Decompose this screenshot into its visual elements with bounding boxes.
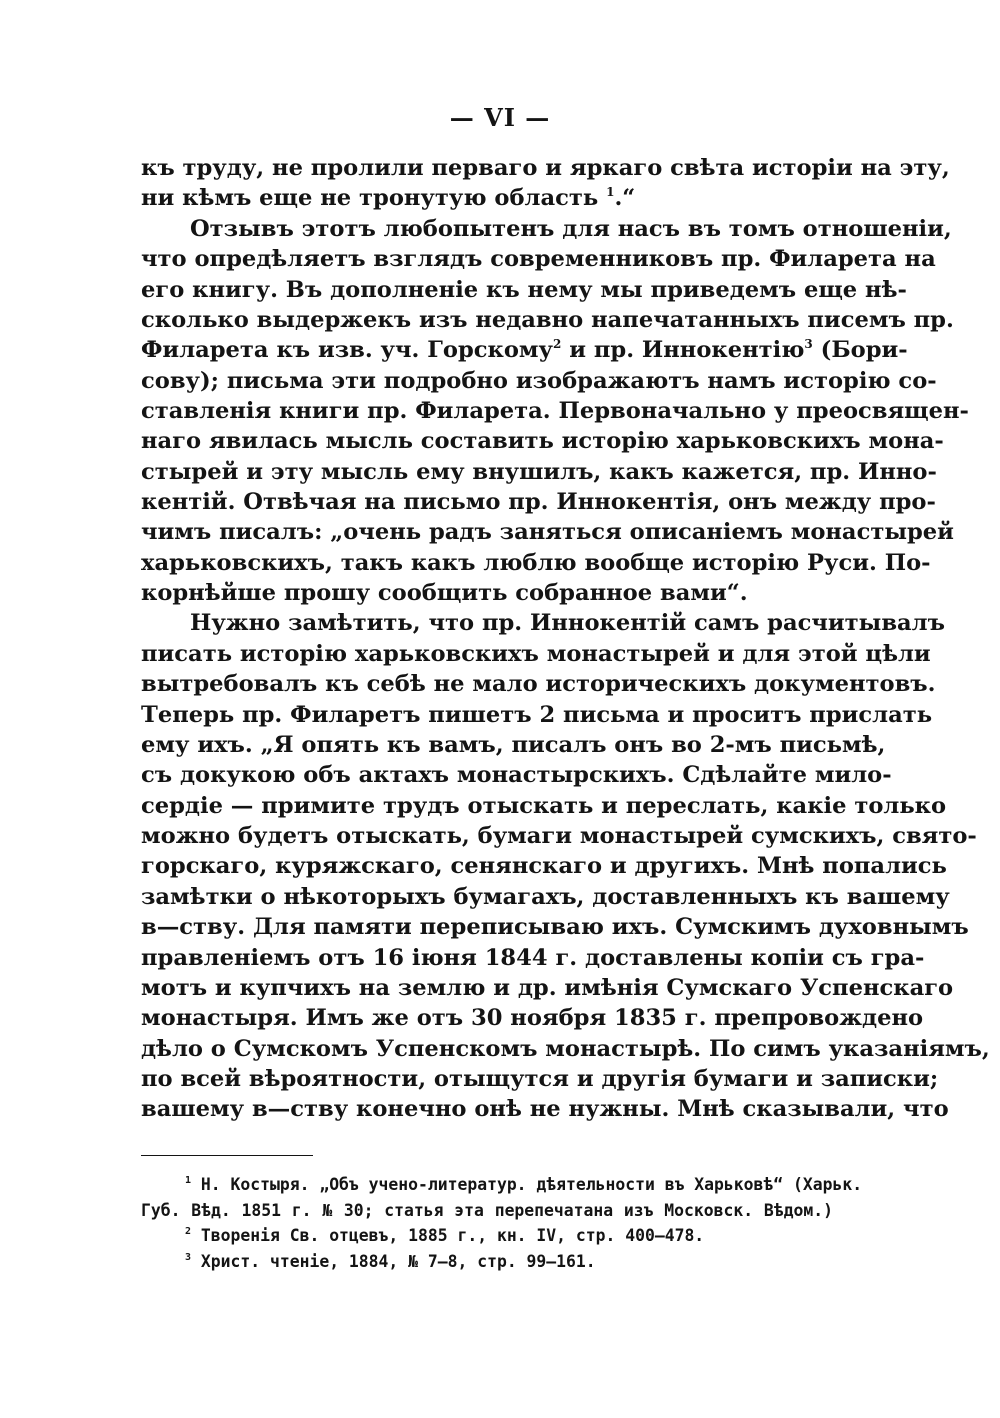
footnote-text: Губ. Вѣд. 1851 г. № 30; статья эта перепечатана изъ Московск. Вѣдом.) (141, 1201, 833, 1220)
body-line: наго явилась мысль составить исторію харьковскихъ мона- (141, 428, 944, 454)
body-line: его книгу. Въ дополненіе къ нему мы приведемъ еще нѣ- (141, 277, 907, 303)
body-line: сколько выдержекъ изъ недавно напечатанныхъ писемъ пр. (141, 307, 954, 333)
footnote-text: Христ. чтеніе, 1884, № 7—8, стр. 99—161. (200, 1252, 596, 1271)
body-line: можно будетъ отыскать, бумаги монастырей сумскихъ, свято- (141, 823, 977, 849)
body-line-text: (Бори- (820, 337, 908, 363)
body-line: корнѣйше прошу сообщить собранное вами“. (141, 580, 748, 606)
body-line: писать исторію харьковскихъ монастырей и для этой цѣли (141, 641, 931, 667)
body-line: Отзывъ этотъ любопытенъ для насъ въ томъ отношеніи, (190, 216, 952, 242)
body-line: правленіемъ отъ 16 іюня 1844 г. доставлены копіи съ гра- (141, 945, 925, 971)
body-line: ему ихъ. „Я опять къ вамъ, писалъ онъ во 2-мъ письмѣ, (141, 732, 886, 758)
body-line: сердіе — примите трудъ отыскать и переслать, какіе только (141, 793, 947, 819)
footnote-mark: 2 (185, 1226, 192, 1237)
body-line: вашему в—ству конечно онѣ не нужны. Мнѣ сказывали, что (141, 1096, 949, 1122)
body-line: кентій. Отвѣчая на письмо пр. Иннокентія, онъ между про- (141, 489, 936, 515)
closing-quote: .“ (614, 185, 636, 211)
body-line: вытребовалъ къ себѣ не мало историческихъ документовъ. (141, 671, 936, 697)
body-line: дѣло о Сумскомъ Успенскомъ монастырѣ. По симъ указаніямъ, (141, 1036, 990, 1062)
footnote-mark: 3 (185, 1252, 192, 1263)
body-line: в—ству. Для памяти переписываю ихъ. Сумскимъ духовнымъ (141, 914, 969, 940)
footnote-text: Творенія Св. отцевъ, 1885 г., кн. IV, стр. 400—478. (200, 1226, 705, 1245)
footnote-mark: 1 (185, 1175, 192, 1186)
body-line: что опредѣляетъ взглядъ современниковъ пр. Филарета на (141, 246, 936, 272)
body-line: стырей и эту мысль ему внушилъ, какъ кажется, пр. Инно- (141, 459, 937, 485)
body-line: сову); письма эти подробно изображаютъ намъ исторію со- (141, 368, 937, 394)
body-line: Теперь пр. Филаретъ пишетъ 2 письма и проситъ прислать (141, 702, 933, 728)
body-line: по всей вѣроятности, отыщутся и другія бумаги и записки; (141, 1066, 939, 1092)
body-line-text: и пр. Иннокентію (569, 337, 805, 363)
body-line: ставленія книги пр. Филарета. Первоначально у преосвящен- (141, 398, 969, 424)
footnote-ref-3: 3 (804, 337, 813, 351)
footnote-continuation (141, 1198, 833, 1224)
body-line-text: ни кѣмъ еще не тронутую область (141, 185, 599, 211)
footnote-ref-2: 2 (553, 337, 562, 351)
body-line: горскаго, куряжскаго, сенянскаго и другихъ. Мнѣ попались (141, 853, 947, 879)
footnote (185, 1223, 833, 1249)
footnote-text: Н. Костыря. „Объ учено-литератур. дѣятельности въ Харьковѣ“ (Харьк. (200, 1175, 863, 1194)
body-line: харьковскихъ, такъ какъ люблю вообще исторію Руси. По- (141, 550, 931, 576)
body-line: замѣтки о нѣкоторыхъ бумагахъ, доставленныхъ къ вашему (141, 884, 950, 910)
body-line (141, 335, 908, 365)
body-line (141, 183, 833, 213)
body-line: чимъ писалъ: „очень радъ заняться описаніемъ монастырей (141, 519, 954, 545)
footnote-ref-1: 1 (606, 185, 615, 199)
body-line: Нужно замѣтить, что пр. Иннокентій самъ расчитывалъ (190, 610, 945, 636)
footnote-separator (141, 1155, 313, 1156)
body-line: мотъ и купчихъ на землю и др. имѣнія Сумскаго Успенскаго (141, 975, 954, 1001)
page-number: — VI — (449, 103, 551, 132)
footnote (185, 1172, 863, 1198)
body-line: монастыря. Имъ же отъ 30 ноября 1835 г. препровождено (141, 1005, 924, 1031)
body-line: къ труду, не пролили перваго и яркаго свѣта исторіи на эту, (141, 155, 950, 181)
footnote (185, 1249, 833, 1275)
body-line-text: Филарета къ изв. уч. Горскому (141, 337, 553, 363)
body-line: съ докукою объ актахъ монастырскихъ. Сдѣлайте мило- (141, 762, 892, 788)
